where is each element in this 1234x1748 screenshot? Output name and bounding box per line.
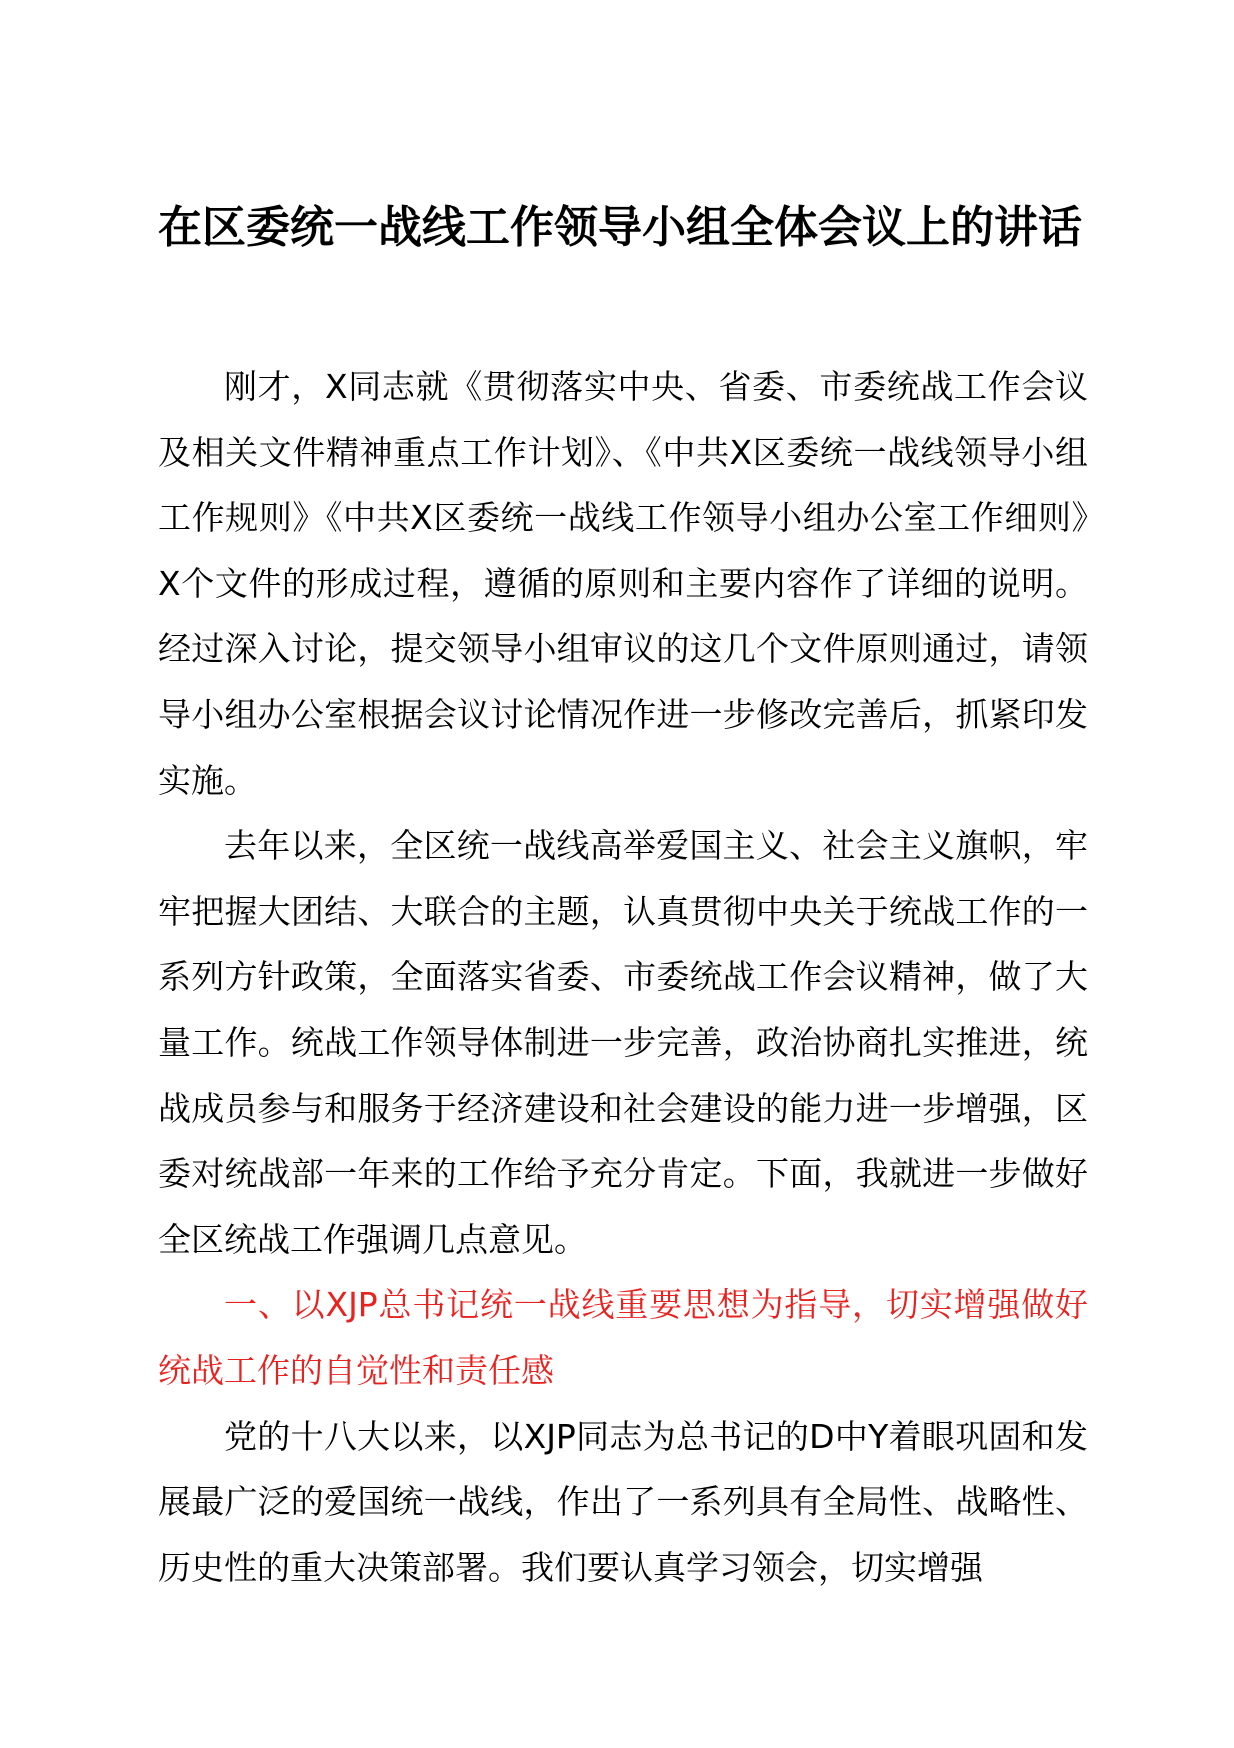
section-heading-1: 一、以XJP总书记统一战线重要思想为指导，切实增强做好统战工作的自觉性和责任感 xyxy=(158,1285,1088,1390)
paragraph-intro: 刚才，X同志就《贯彻落实中央、省委、市委统战工作会议及相关文件精神重点工作计划》、《中共X区委统一战线领导小组工作规则》《中共X区委统一战线工作领导小组办公室工作细则》X个文件的形成过程，遵循的原则和主要内容作了详细的说明。经过深入讨论，提交领导小组审议的这几个文件原则通过，请领导小组办公室根据会议讨论情况作进一步修改完善后，抓紧印发实施。 xyxy=(158,367,1088,800)
page-title: 在区委统一战线工作领导小组全体会议上的讲话 xyxy=(158,202,1082,253)
document-body xyxy=(158,354,1088,1600)
paragraph-section-1: 党的十八大以来，以XJP同志为总书记的D中Y着眼巩固和发展最广泛的爱国统一战线，作出了一系列具有全局性、战略性、历史性的重大决策部署。我们要认真学习领会，切实增强 xyxy=(158,1416,1088,1587)
paragraph-review: 去年以来，全区统一战线高举爱国主义、社会主义旗帜，牢牢把握大团结、大联合的主题，认真贯彻中央关于统战工作的一系列方针政策，全面落实省委、市委统战工作会议精神，做了大量工作。统战工作领导体制进一步完善，政治协商扎实推进，统战成员参与和服务于经济建设和社会建设的能力进一步增强，区委对统战部一年来的工作给予充分肯定。下面，我就进一步做好全区统战工作强调几点意见。 xyxy=(158,826,1088,1259)
